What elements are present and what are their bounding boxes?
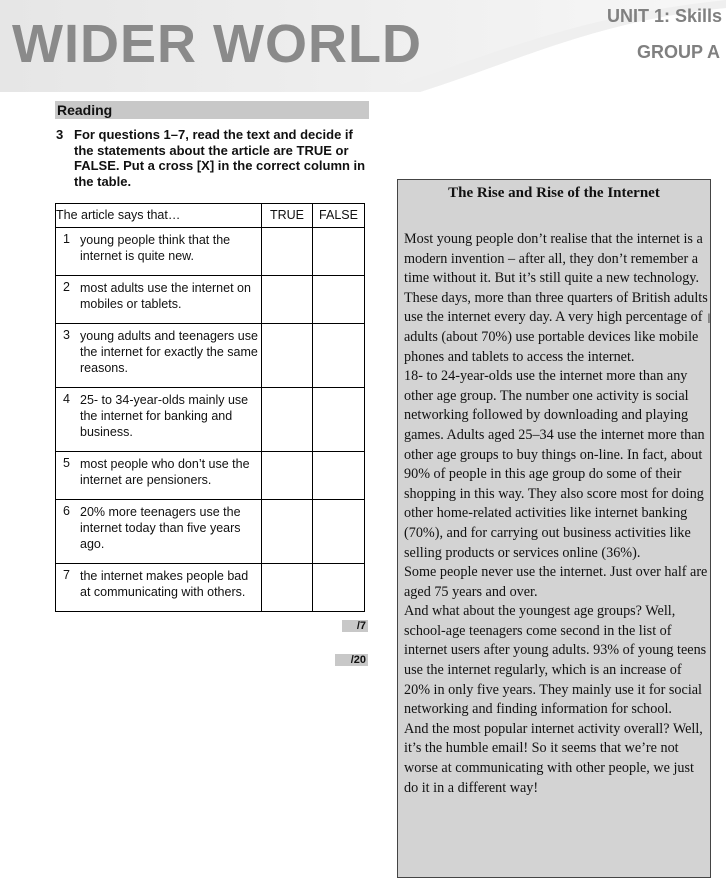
table-row <box>56 564 365 612</box>
true-answer-cell[interactable] <box>262 276 313 324</box>
statement-cell <box>56 388 262 452</box>
statement-text: 25- to 34-year-olds mainly use the internet for banking and business. <box>80 393 249 439</box>
statement-text: the internet makes people bad at communicating with others. <box>80 569 249 599</box>
statement-number: 4 <box>63 392 70 406</box>
statement-cell <box>56 324 262 388</box>
header-true: TRUE <box>262 204 313 228</box>
table-row <box>56 276 365 324</box>
statement-number: 3 <box>63 328 70 342</box>
statement-number: 2 <box>63 280 70 294</box>
table-row <box>56 452 365 500</box>
statement-text: most adults use the internet on mobiles or tablets. <box>80 281 251 311</box>
article-box <box>397 179 711 878</box>
statement-text: young people think that the internet is quite new. <box>80 233 231 263</box>
article-paragraph: And what about the youngest age groups? Well, school-age teenagers come second in the list of internet users after young adults. 93% of young teens use the internet regularly, which is an increase of 20% in only five years. They mainly use it for social networking and finding information for school. <box>404 603 707 718</box>
statement-number: 5 <box>63 456 70 470</box>
section-title: Reading <box>55 101 369 119</box>
unit-label: UNIT 1: Skills <box>606 6 722 26</box>
false-answer-cell[interactable] <box>313 388 365 452</box>
false-answer-cell[interactable] <box>313 276 365 324</box>
statement-cell <box>56 228 262 276</box>
statement-cell <box>56 500 262 564</box>
table-row <box>56 388 365 452</box>
true-answer-cell[interactable] <box>262 564 313 612</box>
wider-world-logo: WIDER WORLD <box>12 14 422 74</box>
group-label: GROUP A <box>636 42 720 62</box>
table-row <box>56 324 365 388</box>
statement-text: young adults and teenagers use the internet for exactly the same reasons. <box>80 329 258 375</box>
statement-cell <box>56 564 262 612</box>
article-paragraph: Most young people don’t realise that the internet is a modern invention – after all, they don’t remember a time without it. But it’s still quite a new technology. <box>404 231 703 287</box>
statement-number: 1 <box>63 232 70 246</box>
header-banner <box>0 0 726 92</box>
true-false-table <box>55 203 365 612</box>
header-false: FALSE <box>313 204 365 228</box>
true-answer-cell[interactable] <box>262 228 313 276</box>
statement-text: 20% more teenagers use the internet today than five years ago. <box>80 505 241 551</box>
article-paragraph: Some people never use the internet. Just over half are aged 75 years and over. <box>404 564 708 600</box>
article-paragraph: 18- to 24-year-olds use the internet more than any other age group. The number one activity is social networking followed by downloading and playing games. Adults aged 25–34 use the internet more than other age groups to buy things on-line. In fact, about 90% of people in this age group do some of their shopping in this way. They also score most for doing other home-related activities like internet banking (70%), and for carrying out business activities like selling products or services online (36%). <box>404 368 705 561</box>
table-row <box>56 500 365 564</box>
header-statement: The article says that… <box>56 204 262 228</box>
false-answer-cell[interactable] <box>313 500 365 564</box>
true-answer-cell[interactable] <box>262 324 313 388</box>
false-answer-cell[interactable] <box>313 324 365 388</box>
true-answer-cell[interactable] <box>262 388 313 452</box>
section-score: /7 <box>342 620 368 632</box>
instructions: For questions 1–7, read the text and decide if the statements about the article are TRUE or FALSE. Put a cross [X] in the correct column in the table. <box>74 127 366 189</box>
article-title: The Rise and Rise of the Internet <box>448 185 660 201</box>
statement-number: 7 <box>63 568 70 582</box>
total-score: /20 <box>335 654 368 666</box>
article-paragraph: And the most popular internet activity overall? Well, it’s the humble email! So it seems that we’re not worse at communicating with other people, we just do it in a different way! <box>404 720 703 796</box>
article-body <box>404 230 708 798</box>
question-number: 3 <box>56 127 64 142</box>
article-paragraph: These days, more than three quarters of British adults use the internet every day. A very high percentage of adults (about 70%) use portable devices like mobile phones and tablets to access the internet. <box>404 289 708 365</box>
statement-text: most people who don’t use the internet are pensioners. <box>80 457 250 487</box>
true-answer-cell[interactable] <box>262 500 313 564</box>
true-answer-cell[interactable] <box>262 452 313 500</box>
table-header-row <box>56 204 365 228</box>
false-answer-cell[interactable] <box>313 228 365 276</box>
statement-number: 6 <box>63 504 70 518</box>
false-answer-cell[interactable] <box>313 452 365 500</box>
statement-cell <box>56 452 262 500</box>
table-row <box>56 228 365 276</box>
false-answer-cell[interactable] <box>313 564 365 612</box>
text-cursor-icon: I <box>707 310 711 326</box>
statement-cell <box>56 276 262 324</box>
